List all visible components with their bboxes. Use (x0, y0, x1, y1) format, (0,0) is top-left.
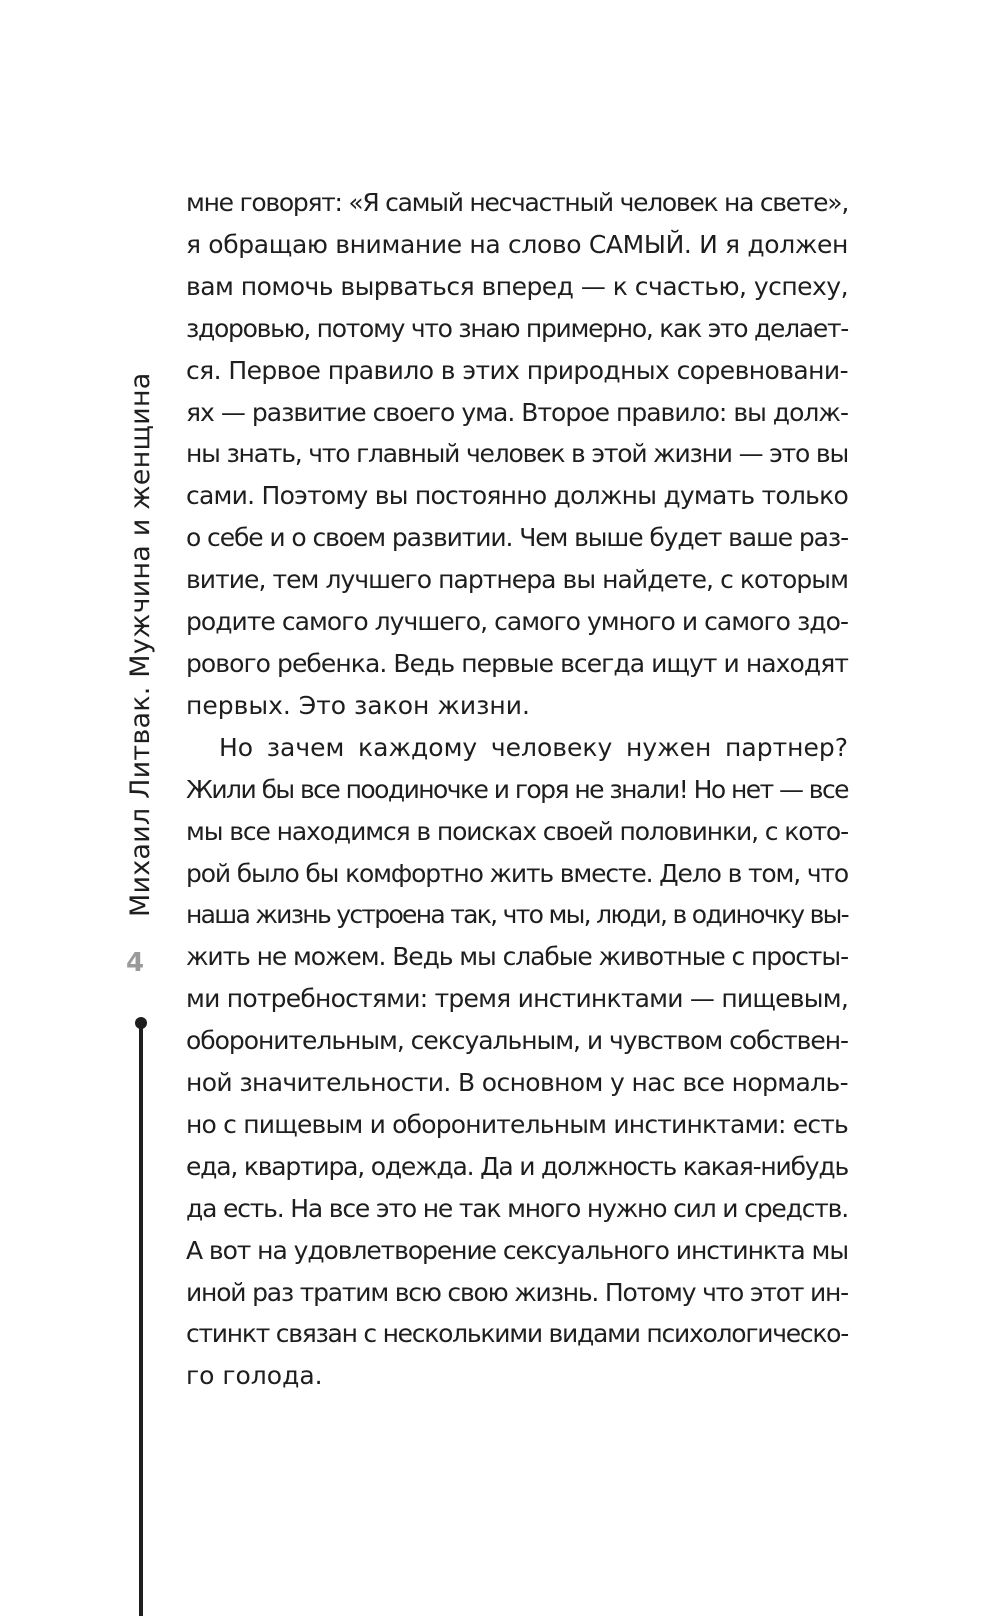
text-line: стинкт связан с несколькими видами психологическо- (186, 1319, 848, 1349)
text-line: рой было бы комфортно жить вместе. Дело в том, что (186, 858, 849, 888)
text-line: Но зачем каждому человеку нужен партнер? (219, 732, 848, 762)
text-line: жить не можем. Ведь мы слабые животные с просты- (186, 942, 848, 972)
text-line: но с пищевым и оборонительным инстинктами: есть (186, 1109, 848, 1139)
text-line: витие, тем лучшего партнера вы найдете, с которым (186, 565, 848, 595)
text-line: ми потребностями: тремя инстинктами — пищевым, (186, 984, 848, 1014)
text-line: Жили бы все поодиночке и горя не знали! Но нет — все (186, 774, 848, 804)
page-number: 4 (126, 948, 145, 978)
text-line: о себе и о своем развитии. Чем выше будет ваше раз- (186, 523, 848, 553)
paragraph-1 (186, 182, 848, 727)
text-line: А вот на удовлетворение сексуального инстинкта мы (186, 1235, 848, 1265)
text-line: сами. Поэтому вы постоянно должны думать только (186, 481, 848, 511)
text-line: ны знать, что главный человек в этой жизни — это вы (186, 439, 848, 469)
running-head: Михаил Литвак. Мужчина и женщина (125, 372, 156, 917)
text-line: вам помочь вырваться вперед — к счастью, успеху, (186, 271, 848, 301)
text-line: иной раз тратим всю свою жизнь. Потому что этот ин- (186, 1277, 848, 1307)
text-line: первых. Это закон жизни. (186, 690, 530, 720)
text-line: ях — развитие своего ума. Второе правило: вы долж- (186, 397, 849, 427)
paragraph-2 (186, 727, 848, 1398)
text-line: здоровью, потому что знаю примерно, как это делает- (186, 313, 848, 343)
text-line: го голода. (186, 1361, 323, 1391)
text-line: наша жизнь устроена так, что мы, люди, в одиночку вы- (186, 900, 848, 930)
text-line: родите самого лучшего, самого умного и самого здо- (186, 607, 848, 637)
text-line: рового ребенка. Ведь первые всегда ищут и находят (186, 648, 848, 678)
margin-rule-line (139, 1024, 143, 1616)
text-line: мне говорят: «Я самый несчастный человек на свете», (186, 188, 848, 217)
text-line: я обращаю внимание на слово САМЫЙ. И я должен (186, 229, 848, 259)
body-text (186, 182, 848, 1397)
text-line: да есть. На все это не так много нужно сил и средств. (186, 1193, 848, 1223)
text-line: ной значительности. В основном у нас все нормаль- (186, 1068, 848, 1098)
text-line: мы все находимся в поисках своей половинки, с кото- (186, 816, 848, 846)
text-line: еда, квартира, одежда. Да и должность какая-нибудь (186, 1151, 849, 1181)
text-line: ся. Первое правило в этих природных соревновани- (186, 355, 849, 385)
text-line: оборонительным, сексуальным, и чувством собствен- (186, 1026, 849, 1056)
